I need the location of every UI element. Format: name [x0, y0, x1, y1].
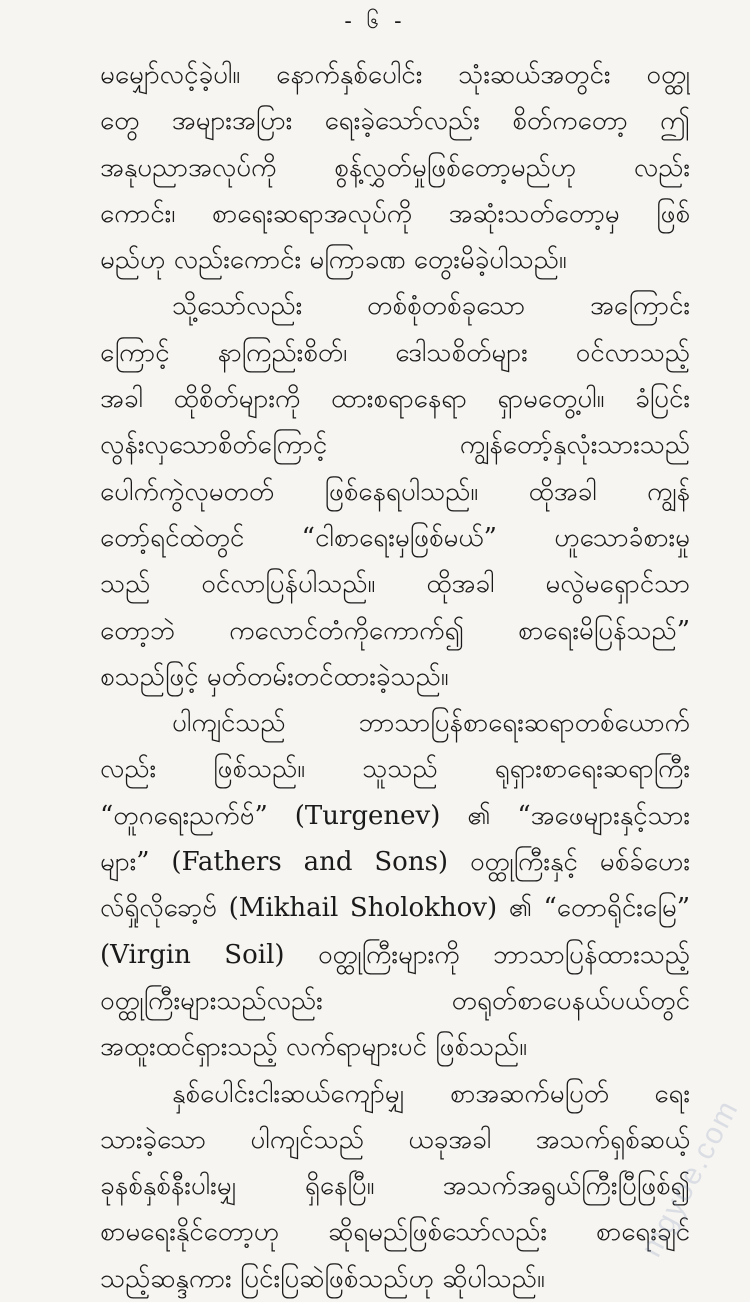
text-line: သို့သော်လည်း တစ်စုံတစ်ခုသော အကြောင်း — [172, 291, 690, 322]
text-line: တော့ဘဲ ကလောင်တံကိုကောက်၍ စာရေးမိပြန်သည်” — [100, 615, 690, 646]
text-line: ကြောင့် နာကြည်းစိတ်၊ ဒေါသစိတ်များ ဝင်လာသည့် — [100, 337, 690, 368]
text-line: ပါကျင်သည် ဘာသာပြန်စာရေးဆရာတစ်ယောက် — [172, 708, 690, 739]
paragraph-4 — [100, 1071, 690, 1302]
text-line: စာမရေးနိုင်တော့ဟု ဆိုရမည်ဖြစ်သော်လည်း စာရေးချင် — [100, 1217, 690, 1248]
text-line: ခုနစ်နှစ်နီးပါးမျှ ရှိနေပြီ။ အသက်အရွယ်ကြီးပြီဖြစ်၍ — [100, 1171, 690, 1202]
text-line: များ” (Fathers and Sons) ဝတ္ထုကြီးနှင့် မစ်ခ်ဟေး — [100, 847, 690, 878]
text-line: တွေ အများအပြား ရေးခဲ့သော်လည်း စိတ်ကတော့ ဤ — [100, 106, 690, 137]
text-line: မမျှော်လင့်ခဲ့ပါ။ နောက်နှစ်ပေါင်း သုံးဆယ်အတွင်း ဝတ္ထု — [100, 60, 690, 90]
text-line: ဝတ္ထုကြီးများသည်လည်း တရုတ်စာပေနယ်ပယ်တွင် — [100, 985, 690, 1016]
text-line: လည်း ဖြစ်သည်။ သူသည် ရုရှားစာရေးဆရာကြီး — [100, 754, 690, 785]
text-line: လ်ရှိုလိုခော့ဗ် (Mikhail Sholokhov) ၏ “တောရိုင်းမြေ” — [100, 893, 690, 924]
text-line: သည့်ဆန္ဒကား ပြင်းပြဆဲဖြစ်သည်ဟု ဆိုပါသည်။ — [100, 1263, 545, 1294]
text-line: (Virgin Soil) ဝတ္ထုကြီးများကို ဘာသာပြန်ထားသည့် — [100, 939, 690, 970]
paragraph-2 — [100, 283, 690, 700]
text-line: ပေါက်ကွဲလုမတတ် ဖြစ်နေရပါသည်။ ထိုအခါ ကျွန် — [100, 476, 690, 507]
body-text — [100, 52, 690, 1302]
text-line: အနုပညာအလုပ်ကို စွန့်လွှတ်မှုဖြစ်တော့မည်ဟု လည်း — [100, 152, 690, 183]
text-line: လွန်းလှသောစိတ်ကြောင့် ကျွန်တော့်နှလုံးသားသည် — [100, 430, 690, 461]
text-line: “တူဂရေးညက်ဗ်” (Turgenev) ၏ “အဖေများနှင့်သား — [100, 800, 690, 831]
watermark: mgyoe.com — [634, 1094, 746, 1263]
text-line: တော့်ရင်ထဲတွင် “ငါစာရေးမှဖြစ်မယ်” ဟူသောခံစားမှု — [100, 522, 690, 553]
text-line: သားခဲ့သော ပါကျင်သည် ယခုအခါ အသက်ရှစ်ဆယ့် — [100, 1124, 690, 1155]
text-line: နှစ်ပေါင်းငါးဆယ်ကျော်မျှ စာအဆက်မပြတ် ရေး — [172, 1078, 690, 1109]
text-line: စသည်ဖြင့် မှတ်တမ်းတင်ထားခဲ့သည်။ — [100, 661, 449, 692]
text-line: အခါ ထိုစိတ်များကို ထားစရာနေရာ ရှာမတွေ့ပါ။ ခံပြင်း — [100, 384, 690, 415]
text-line: မည်ဟု လည်းကောင်း မကြာခဏ တွေးမိခဲ့ပါသည်။ — [100, 245, 567, 276]
paragraph-3 — [100, 700, 690, 1070]
page-number: - ၆ - — [344, 9, 406, 34]
text-line: အထူးထင်ရှားသည့် လက်ရာများပင် ဖြစ်သည်။ — [100, 1032, 528, 1063]
text-line: ကောင်း၊ စာရေးဆရာအလုပ်ကို အဆုံးသတ်တော့မှ ဖြစ် — [100, 198, 690, 229]
text-line: သည် ဝင်လာပြန်ပါသည်။ ထိုအခါ မလွဲမရှောင်သာ — [100, 569, 690, 600]
paragraph-1 — [100, 52, 690, 283]
